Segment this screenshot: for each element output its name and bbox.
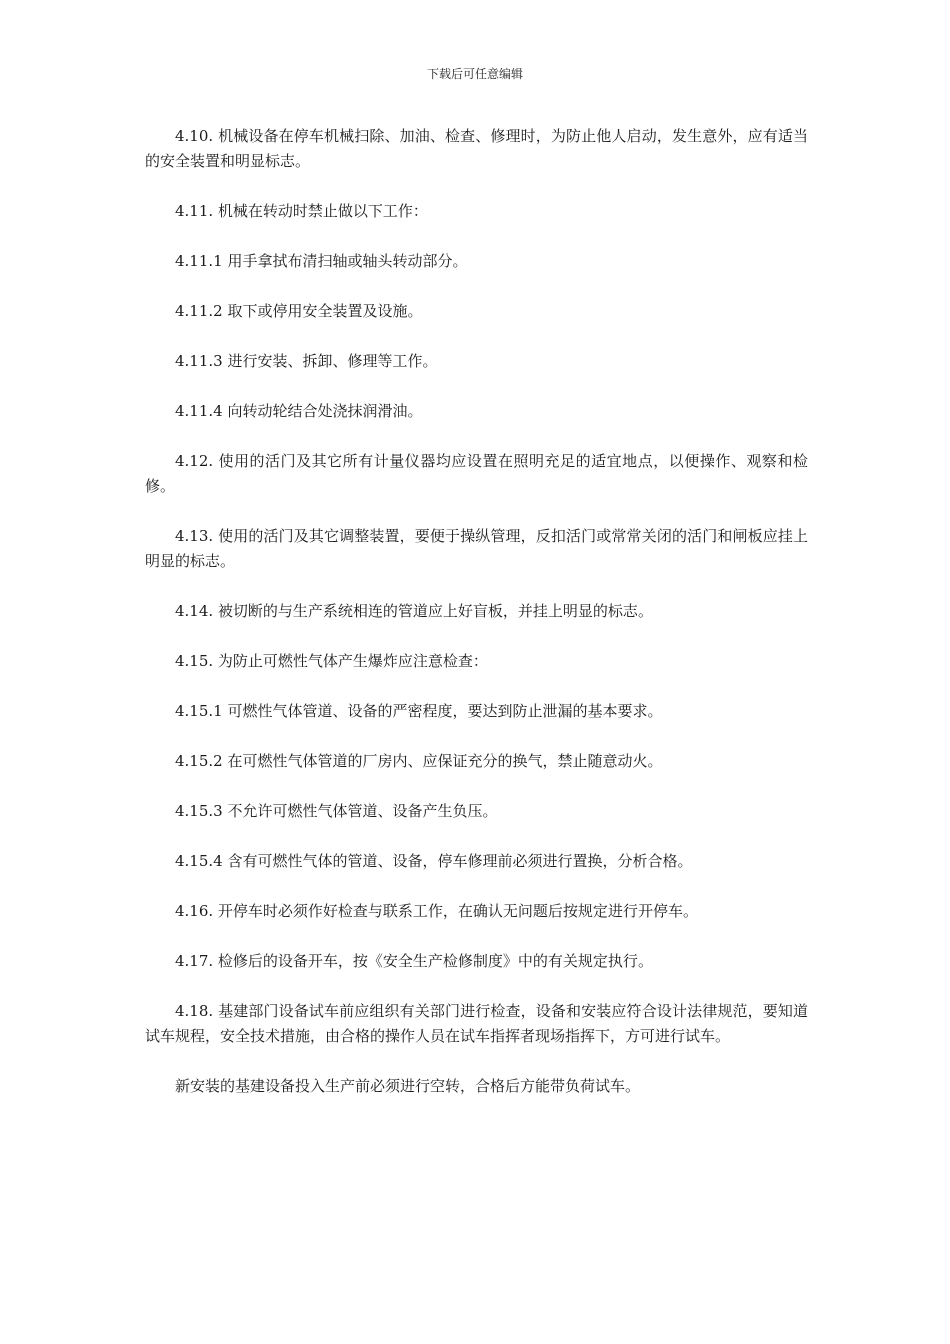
paragraph-4-15-4: 4.15.4 含有可燃性气体的管道、设备，停车修理前必须进行置换，分析合格。 xyxy=(175,852,693,870)
paragraph-4-17: 4.17. 检修后的设备开车，按《安全生产检修制度》中的有关规定执行。 xyxy=(175,952,653,970)
paragraph-4-15-1: 4.15.1 可燃性气体管道、设备的严密程度，要达到防止泄漏的基本要求。 xyxy=(175,702,663,720)
page-header: 下载后可任意编辑 xyxy=(426,67,523,81)
paragraph-4-11-2: 4.11.2 取下或停用安全装置及设施。 xyxy=(175,302,423,320)
paragraph-4-11-3: 4.11.3 进行安装、拆卸、修理等工作。 xyxy=(175,352,438,370)
paragraph-4-11-4: 4.11.4 向转动轮结合处浇抹润滑油。 xyxy=(175,402,423,420)
paragraph-4-13: 4.13. 使用的活门及其它调整装置，要便于操纵管理，反扣活门或常常关闭的活门和闸板应挂上明显的标志。 xyxy=(145,527,808,570)
paragraph-new-equipment: 新安装的基建设备投入生产前必须进行空转，合格后方能带负荷试车。 xyxy=(175,1077,641,1095)
paragraph-4-11-1: 4.11.1 用手拿拭布清扫轴或轴头转动部分。 xyxy=(175,252,468,270)
paragraph-4-18: 4.18. 基建部门设备试车前应组织有关部门进行检查，设备和安装应符合设计法律规范，要知道试车规程，安全技术措施，由合格的操作人员在试车指挥者现场指挥下，方可进行试车。 xyxy=(145,1002,808,1045)
paragraph-4-15-2: 4.15.2 在可燃性气体管道的厂房内、应保证充分的换气，禁止随意动火。 xyxy=(175,752,663,770)
paragraph-4-14: 4.14. 被切断的与生产系统相连的管道应上好盲板，并挂上明显的标志。 xyxy=(175,602,653,620)
paragraph-4-11: 4.11. 机械在转动时禁止做以下工作： xyxy=(175,202,428,220)
paragraph-4-16: 4.16. 开停车时必须作好检查与联系工作，在确认无问题后按规定进行开停车。 xyxy=(175,902,698,920)
document-body xyxy=(145,124,808,1124)
paragraph-4-15-3: 4.15.3 不允许可燃性气体管道、设备产生负压。 xyxy=(175,802,498,820)
paragraph-4-15: 4.15. 为防止可燃性气体产生爆炸应注意检查： xyxy=(175,652,488,670)
paragraph-4-10: 4.10. 机械设备在停车机械扫除、加油、检查、修理时，为防止他人启动，发生意外，应有适当的安全装置和明显标志。 xyxy=(145,127,808,170)
paragraph-4-12: 4.12. 使用的活门及其它所有计量仪器均应设置在照明充足的适宜地点，以便操作、观察和检修。 xyxy=(145,452,808,495)
